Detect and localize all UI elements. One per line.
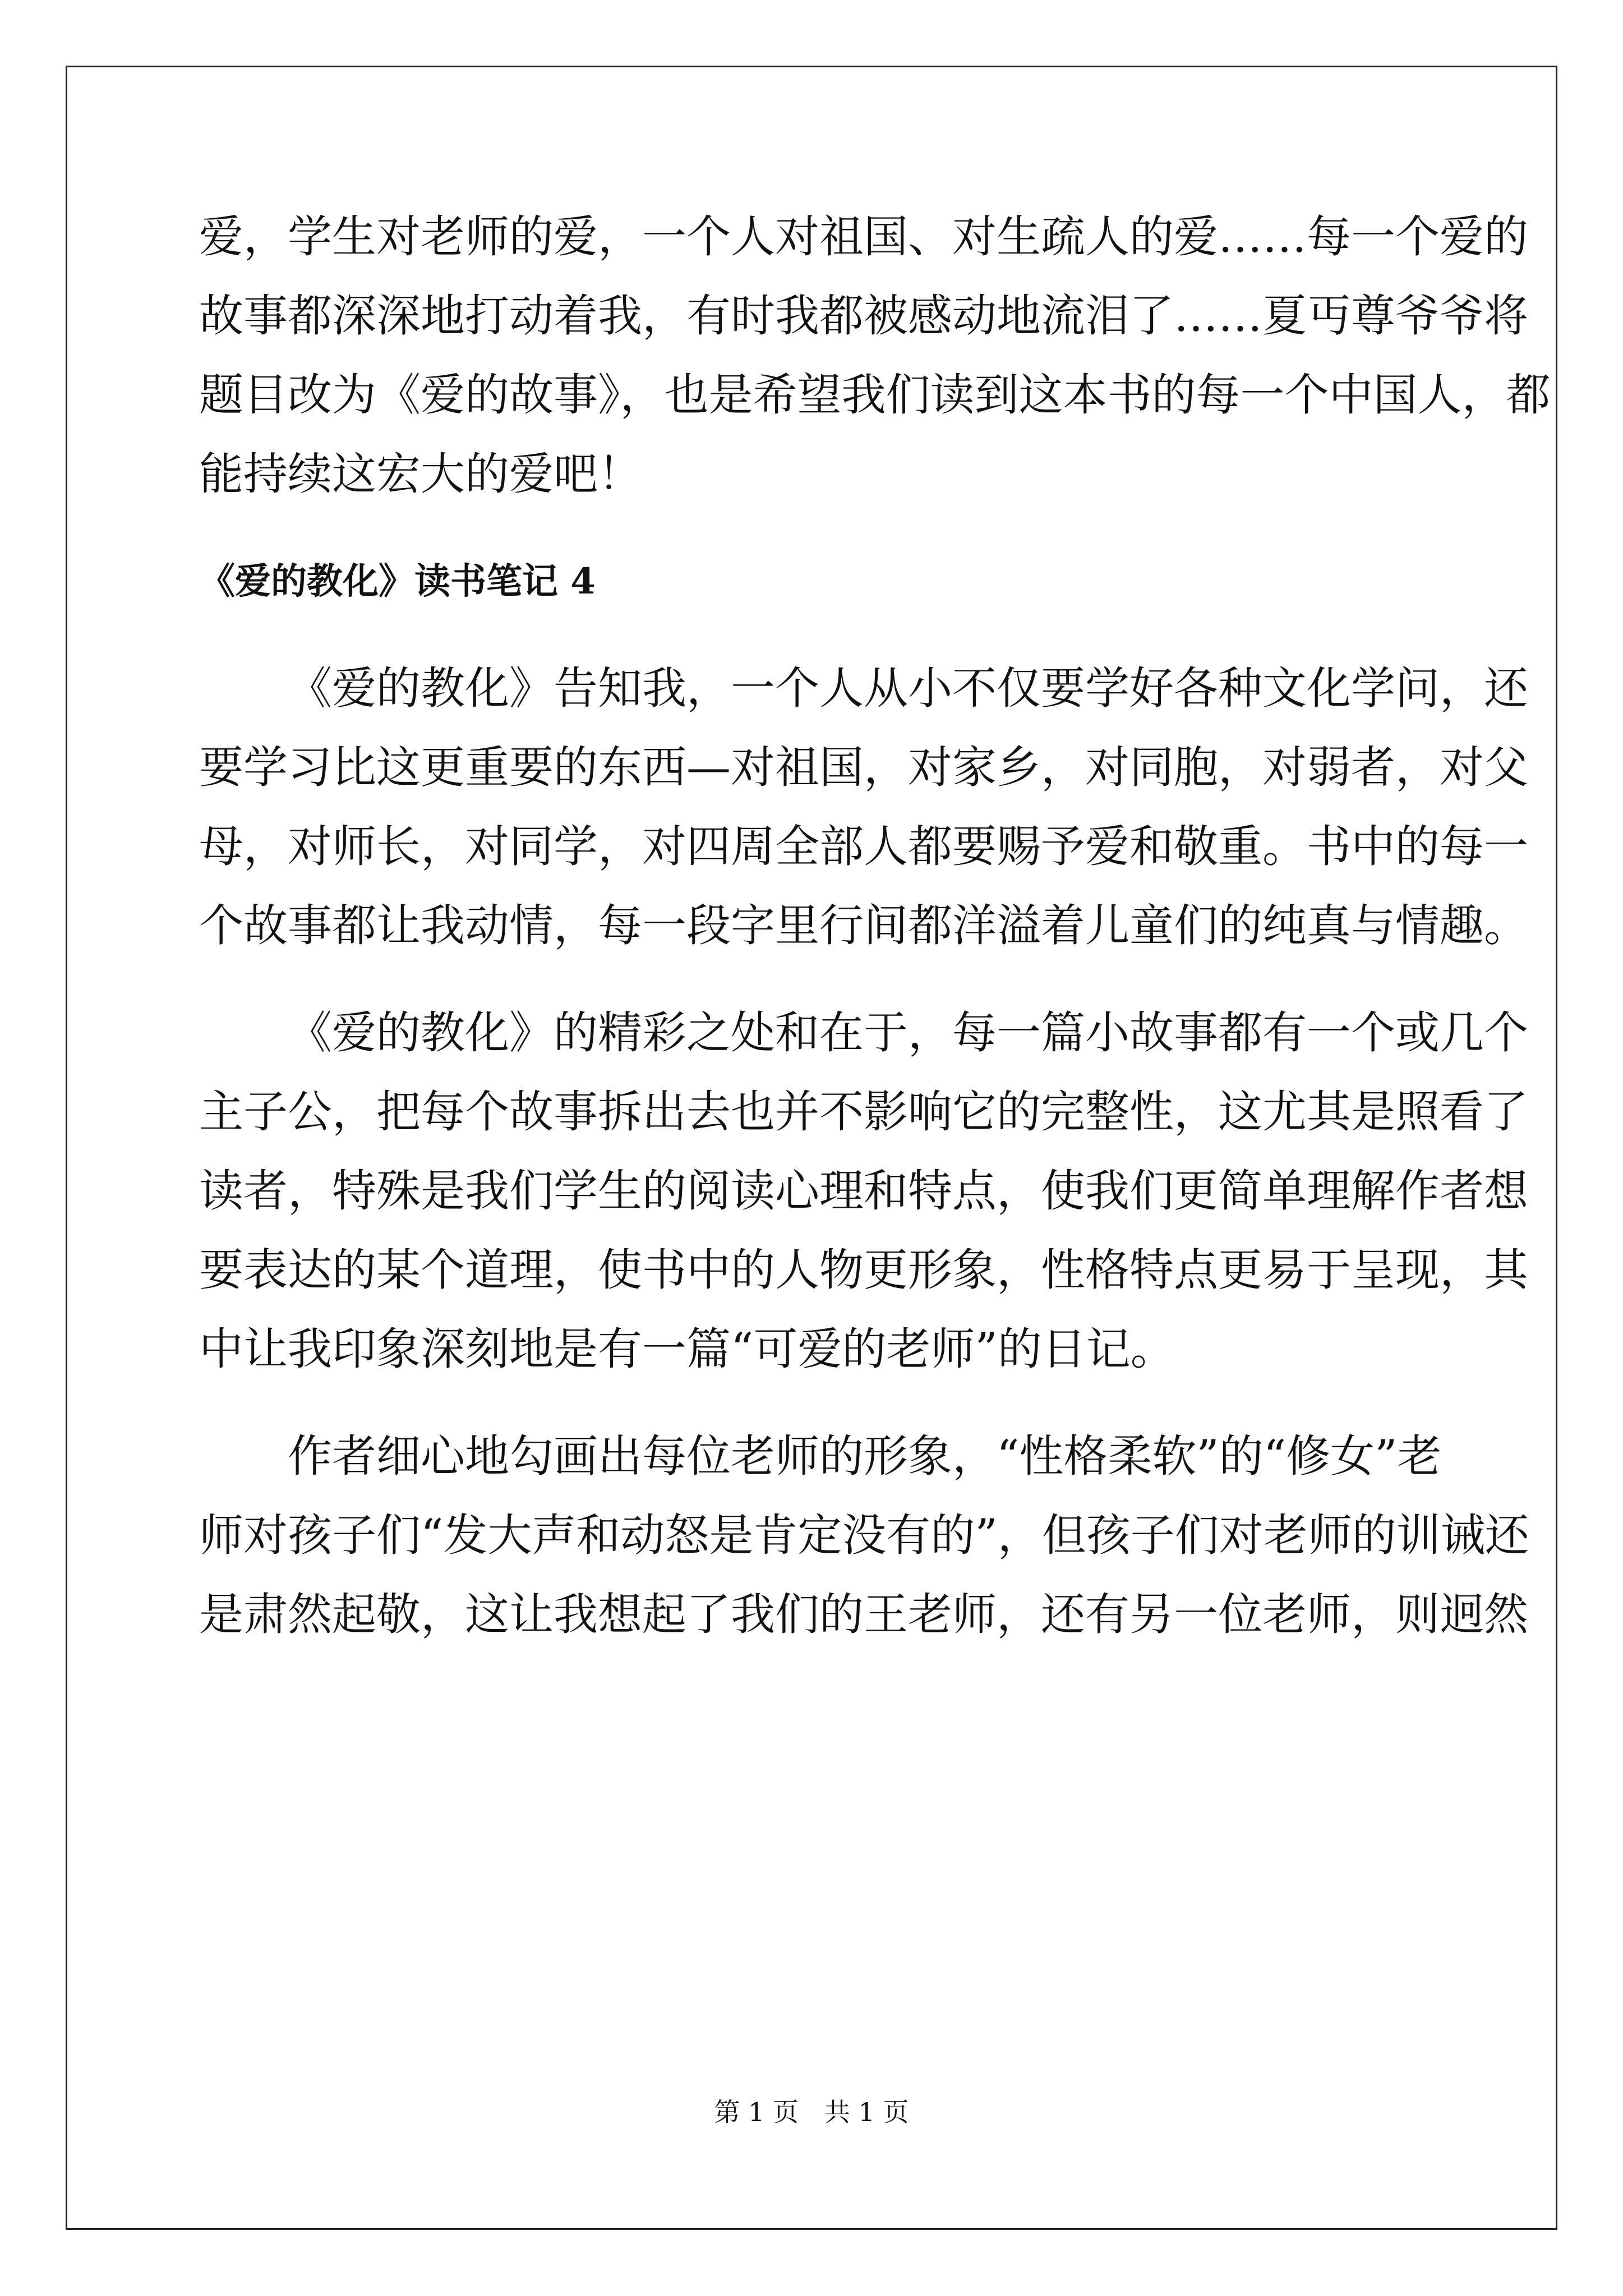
paragraph-1 — [199, 649, 1528, 965]
text-line: 中让我印象深刻地是有一篇“可爱的老师”的日记。 — [199, 1323, 1175, 1375]
paragraph-2 — [199, 993, 1528, 1389]
page-footer: 第 1 页 共 1 页 — [714, 2097, 909, 2127]
text-line: 师对孩子们“发大声和动怒是肯定没有的”，但孩子们对老师的训诫还 — [199, 1510, 1529, 1561]
text-line: 主子公，把每个故事拆出去也并不影响它的完整性，这尤其是照看了 — [199, 1086, 1528, 1138]
text-line: 是肃然起敬，这让我想起了我们的王老师，还有另一位老师，则迥然 — [199, 1589, 1528, 1640]
text-line: 个故事都让我动情，每一段字里行间都洋溢着儿童们的纯真与情趣。 — [199, 900, 1528, 951]
paragraph-continuation — [199, 197, 1551, 514]
text-line: 要学习比这更重要的东西—对祖国，对家乡，对同胞，对弱者，对父 — [199, 742, 1528, 793]
paragraph-3 — [199, 1417, 1529, 1654]
text-line: 爱，学生对老师的爱，一个人对祖国、对生疏人的爱……每一个爱的 — [199, 211, 1528, 263]
section-heading: 《爱的教化》读书笔记 4 — [199, 560, 596, 602]
text-line: 读者，特殊是我们学生的阅读心理和特点，使我们更简单理解作者想 — [199, 1165, 1528, 1217]
text-line: 故事都深深地打动着我，有时我都被感动地流泪了……夏丏尊爷爷将 — [199, 290, 1528, 342]
text-line: 《爱的教化》的精彩之处和在于，每一篇小故事都有一个或几个 — [288, 1007, 1528, 1059]
text-line: 题目改为《爱的故事》，也是希望我们读到这本书的每一个中国人，都 — [199, 369, 1551, 421]
text-line: 《爱的教化》告知我，一个人从小不仅要学好各种文化学问，还 — [288, 662, 1528, 714]
text-line: 母，对师长，对同学，对四周全部人都要赐予爱和敬重。书中的每一 — [199, 821, 1528, 872]
text-line: 能持续这宏大的爱吧！ — [199, 448, 642, 500]
text-line: 要表达的某个道理，使书中的人物更形象，性格特点更易于呈现，其 — [199, 1244, 1528, 1296]
text-line: 作者细心地勾画出每位老师的形象，“性格柔软”的“修女”老 — [288, 1430, 1442, 1482]
document-body — [199, 197, 1551, 1654]
